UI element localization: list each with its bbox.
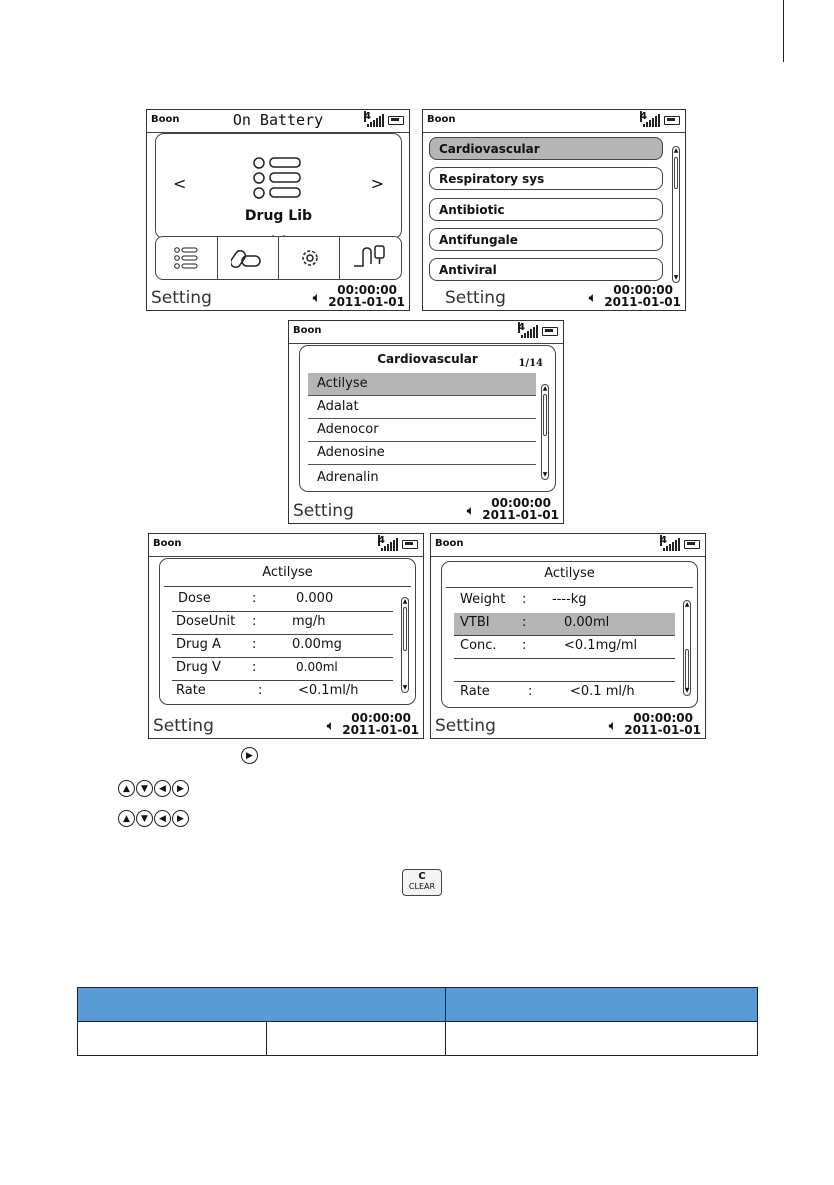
- param-row[interactable]: Drug V : 0.00ml: [172, 658, 393, 681]
- setting-label[interactable]: Setting: [153, 716, 214, 736]
- up-key-icon: ▲: [118, 810, 135, 827]
- scroll-thumb[interactable]: [543, 394, 547, 436]
- speaker-icon: 🔈︎: [608, 718, 617, 734]
- key-line-2: [118, 778, 190, 797]
- battery-icon: [388, 116, 404, 125]
- param-row[interactable]: DoseUnit : mg/h: [172, 612, 393, 635]
- param-row[interactable]: VTBI : 0.00ml: [454, 613, 675, 636]
- infusion-line-icon[interactable]: [353, 244, 387, 270]
- scroll-down-icon[interactable]: ▼: [684, 687, 690, 694]
- status-bar: [149, 534, 423, 557]
- left-key-icon: ◀: [154, 810, 171, 827]
- clock: 00:00:00 2011-01-01: [604, 283, 681, 309]
- param-row[interactable]: Conc. : <0.1mg/ml: [454, 636, 675, 659]
- table-cell: [267, 1022, 446, 1056]
- key-line-1: [241, 745, 259, 764]
- scroll-thumb[interactable]: [674, 157, 678, 189]
- gear-icon[interactable]: [299, 247, 321, 269]
- setting-label[interactable]: Setting: [293, 501, 354, 521]
- up-key-icon: ▲: [118, 780, 135, 797]
- table-row: [78, 1022, 758, 1056]
- signal-icon: 4: [381, 538, 398, 551]
- param-row[interactable]: Weight : ----kg: [460, 592, 587, 607]
- scroll-down-icon[interactable]: ▼: [542, 471, 548, 478]
- signal-icon: 4: [643, 114, 660, 127]
- scrollbar[interactable]: [541, 384, 549, 480]
- category-title: Cardiovascular: [377, 352, 478, 366]
- drug-list-screen: [288, 320, 564, 524]
- status-bar: [289, 321, 563, 344]
- clock: 00:00:00 2011-01-01: [624, 711, 701, 737]
- param-row[interactable]: Dose : 0.000: [172, 589, 393, 612]
- battery-icon: [684, 540, 700, 549]
- param-row-empty: [454, 659, 675, 682]
- table-header-cell: [78, 988, 446, 1022]
- pill-icon[interactable]: [231, 246, 263, 270]
- scroll-down-icon[interactable]: ▼: [402, 684, 408, 691]
- param-row[interactable]: Drug A : 0.00mg: [172, 635, 393, 658]
- info-table: [77, 987, 758, 1056]
- right-key-icon: ▶: [172, 810, 189, 827]
- setting-label[interactable]: Setting: [445, 288, 506, 308]
- category-item[interactable]: Respiratory sys: [429, 167, 663, 190]
- battery-icon: [664, 116, 680, 125]
- drug-title: Actilyse: [262, 565, 313, 580]
- left-key-icon: ◀: [154, 780, 171, 797]
- main-screen: [146, 109, 410, 311]
- drug-item[interactable]: Adalat: [308, 396, 536, 419]
- drug-detail-screen: [148, 533, 424, 739]
- list-icon[interactable]: [174, 247, 198, 269]
- scroll-up-icon[interactable]: ▲: [542, 385, 548, 392]
- device-name: Boon: [435, 538, 464, 549]
- scrollbar[interactable]: [683, 600, 691, 696]
- carousel-label: Drug Lib: [244, 208, 313, 224]
- category-item[interactable]: Cardiovascular: [429, 137, 663, 160]
- device-name: Boon: [427, 114, 456, 125]
- speaker-icon: 🔈︎: [466, 503, 475, 519]
- drug-detail-screen-2: [430, 533, 706, 739]
- scrollbar[interactable]: [401, 597, 409, 693]
- setting-label[interactable]: Setting: [435, 716, 496, 736]
- status-bar: [431, 534, 705, 557]
- clock: 00:00:00 2011-01-01: [482, 496, 559, 522]
- signal-icon: 4: [521, 325, 538, 338]
- drug-list-icon: [252, 156, 304, 202]
- scroll-up-icon[interactable]: ▲: [402, 598, 408, 605]
- key-line-3: [118, 808, 190, 827]
- battery-icon: [402, 540, 418, 549]
- scroll-up-icon[interactable]: ▲: [684, 601, 690, 608]
- category-item[interactable]: Antifungale: [429, 228, 663, 251]
- speaker-icon: 🔈︎: [312, 290, 321, 306]
- setting-label[interactable]: Setting: [151, 288, 212, 308]
- page-indicator: 1/14: [518, 358, 543, 369]
- table-cell: [446, 1022, 758, 1056]
- device-name: Boon: [151, 114, 180, 125]
- drug-param-panel: [441, 561, 698, 708]
- drug-item[interactable]: Adenosine: [308, 442, 536, 465]
- carousel-panel: [155, 133, 402, 239]
- category-item[interactable]: Antibiotic: [429, 198, 663, 221]
- clock: 00:00:00 2011-01-01: [328, 283, 405, 309]
- drug-title: Actilyse: [544, 566, 595, 581]
- battery-icon: [542, 327, 558, 336]
- category-screen: [422, 109, 686, 311]
- status-bar: [423, 110, 685, 133]
- scroll-thumb[interactable]: [403, 607, 407, 651]
- speaker-icon: 🔈︎: [588, 290, 597, 306]
- corner-mark: [783, 0, 784, 62]
- chevron-left-icon[interactable]: <: [173, 174, 187, 193]
- drug-item[interactable]: Adrenalin: [317, 470, 379, 485]
- category-item[interactable]: Antiviral: [429, 258, 663, 281]
- clock: 00:00:00 2011-01-01: [342, 711, 419, 737]
- table-cell: [78, 1022, 267, 1056]
- clear-key-icon: C CLEAR: [402, 869, 442, 896]
- table-header-cell: [446, 988, 758, 1022]
- device-name: Boon: [293, 325, 322, 336]
- function-tabs: [155, 236, 402, 280]
- device-name: Boon: [153, 538, 182, 549]
- down-key-icon: ▼: [136, 810, 153, 827]
- param-row[interactable]: Rate : <0.1ml/h: [176, 683, 359, 698]
- drug-list-panel: [299, 345, 556, 492]
- down-key-icon: ▼: [136, 780, 153, 797]
- signal-icon: 4: [663, 538, 680, 551]
- signal-icon: 4: [367, 114, 384, 127]
- table-header-row: [78, 988, 758, 1022]
- param-row[interactable]: Rate : <0.1 ml/h: [460, 684, 635, 699]
- speaker-icon: 🔈︎: [326, 718, 335, 734]
- scroll-up-icon[interactable]: ▲: [673, 147, 679, 154]
- drug-param-panel: [159, 558, 416, 705]
- right-key-icon: ▶: [172, 780, 189, 797]
- power-status: On Battery: [232, 111, 324, 129]
- scrollbar[interactable]: [672, 146, 680, 283]
- drug-item[interactable]: Adenocor: [308, 419, 536, 442]
- right-key-icon: ▶: [241, 747, 258, 764]
- chevron-right-icon[interactable]: >: [370, 174, 384, 193]
- scroll-thumb[interactable]: [685, 649, 689, 689]
- status-bar: [147, 110, 409, 133]
- drug-item[interactable]: Actilyse: [308, 373, 536, 396]
- scroll-down-icon[interactable]: ▼: [673, 274, 679, 281]
